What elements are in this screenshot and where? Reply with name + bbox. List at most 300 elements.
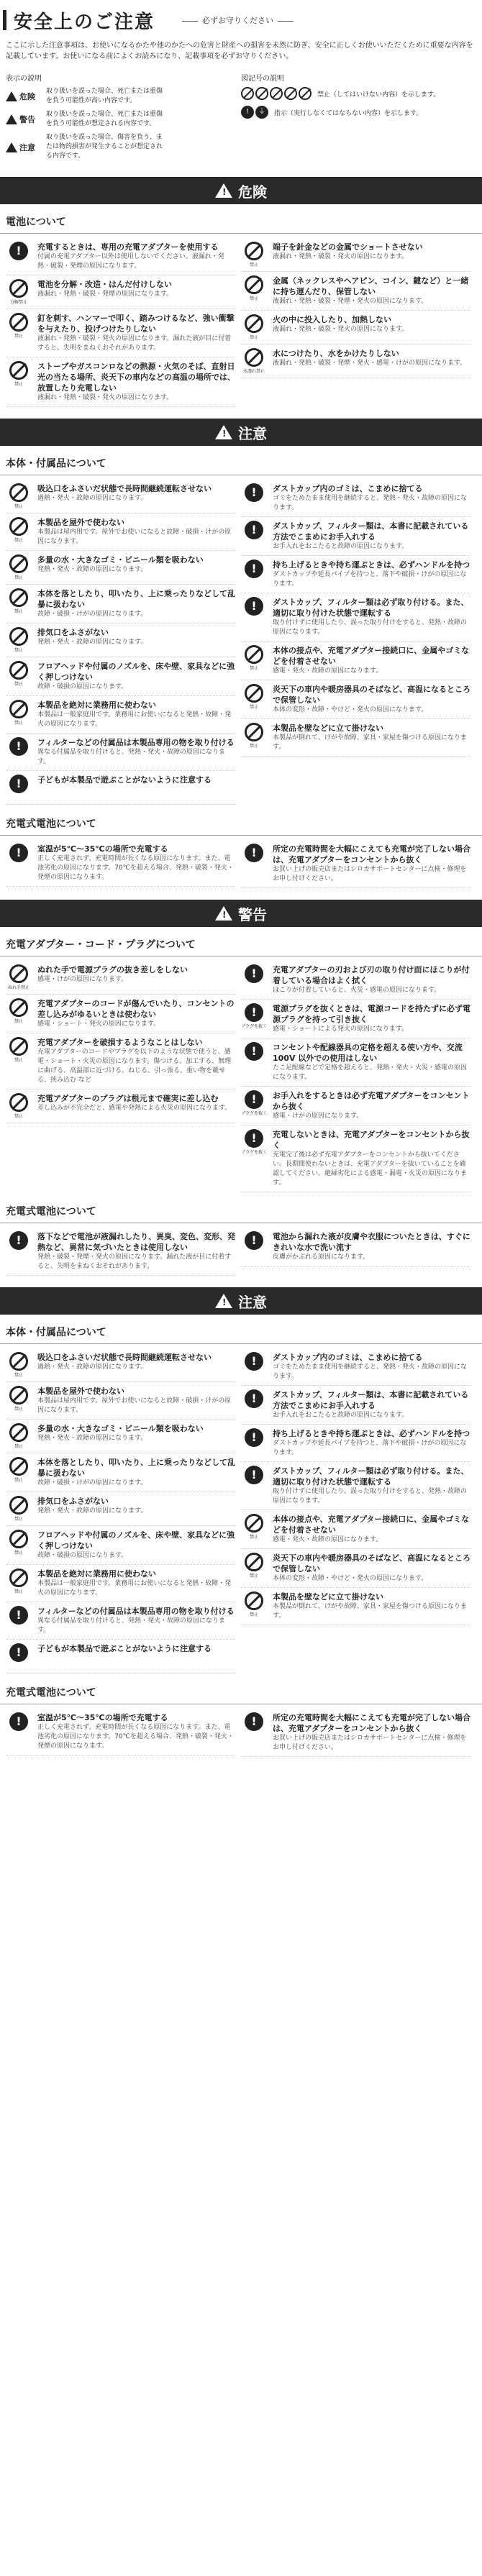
item-body: 感電・発火・故障の原因になります。	[273, 1536, 383, 1543]
mandatory-icon	[6, 1643, 32, 1669]
page-header	[0, 0, 482, 40]
item-text	[37, 1423, 204, 1449]
caution-item	[6, 1453, 235, 1492]
mandatory-symbol: !	[9, 1712, 28, 1731]
item-title: 充電アダプターのコードが傷んでいたり、コンセントの差し込みがゆるいときは使わない	[37, 999, 235, 1019]
legend-tag	[6, 91, 46, 102]
prohibit-symbol	[9, 661, 28, 680]
mandatory-symbol: !	[245, 964, 263, 983]
item-title: 本製品を壁などに立て掛けない	[273, 1592, 383, 1602]
item-body: ほこりが付着していると、火災・感電の原因になります。	[273, 987, 441, 994]
caution-item	[6, 238, 235, 275]
caution-item	[6, 513, 235, 551]
item-body: 本体の変形・故障・やけど・発火の原因になります。	[273, 1575, 428, 1582]
mandatory-icon	[241, 1352, 267, 1378]
prohibit-icon	[241, 645, 267, 671]
spacer	[0, 1192, 482, 1200]
spacer	[0, 407, 482, 414]
prohibit-symbol	[245, 314, 263, 333]
item-title: 子どもが本製品で遊ぶことがないように注意する	[37, 775, 212, 785]
item-text	[273, 597, 470, 637]
legend-tag-label: 注意	[19, 142, 35, 152]
item-column	[241, 961, 476, 1192]
item-text	[37, 1352, 212, 1378]
mandatory-icon	[241, 1712, 267, 1738]
item-body: 液漏れ・発熱・破裂・発火の原因になります。	[273, 326, 409, 333]
mandatory-icons	[241, 106, 270, 119]
symbol-mandatory-desc: 指示（実行しなくてはならない内容）を示します。	[274, 109, 423, 117]
icon-label: 禁止	[249, 335, 258, 340]
item-body: 感電・発火・故障の原因になります。	[273, 667, 383, 675]
caution-item	[241, 344, 470, 378]
item-body: 正しく充電されず、充電時間が長くなる原因になります。また、電池劣化の原因になります。70℃を超える場合、発熱・破裂・発火・発煙の原因になります。	[37, 855, 234, 881]
item-text	[273, 684, 470, 715]
mandatory-icon	[241, 844, 267, 869]
prohibit-symbol	[9, 964, 28, 983]
item-title: 充電アダプターを破損するようなことはしない	[37, 1038, 203, 1047]
caution-item	[241, 1000, 470, 1038]
caution-item	[6, 1090, 235, 1123]
caution-item	[6, 734, 235, 771]
caution-item	[6, 1492, 235, 1526]
item-text	[37, 1093, 231, 1119]
item-title: 炎天下の車内や暖房器具のそばなど、高温になるところで保管しない	[273, 1553, 470, 1574]
item-title: 釘を刺す、ハンマーで叩く、踏みつけるなど、強い衝撃を与えたり、投げつけたりしない	[37, 314, 235, 334]
item-body: ダストカップや延長パイプを持つと、落下や破損・けがの原因になります。	[273, 571, 467, 588]
prohibit-symbol	[9, 1496, 28, 1515]
item-title: ダストカップ、フィルター類は、本書に記載されている方法でこまめにお手入れする	[273, 521, 469, 542]
prohibit-symbol	[9, 1093, 28, 1112]
icon-label: ぬれ手禁止	[7, 985, 29, 990]
item-text	[273, 1042, 470, 1082]
plug-icon: ⏚	[255, 106, 268, 119]
icon-label: 禁止	[249, 1612, 258, 1617]
prohibit-icon	[6, 1530, 32, 1556]
icon-label: 禁止	[14, 682, 23, 687]
item-text	[273, 242, 423, 268]
icon-label: 禁止	[14, 1407, 23, 1412]
mandatory-symbol: !	[245, 483, 263, 502]
mandatory-symbol: !	[245, 1466, 263, 1484]
item-title: 吸込口をふさいだ状態で長時間継続運転させない	[37, 1353, 212, 1362]
prohibit-symbol	[9, 627, 28, 646]
caution-item	[241, 593, 470, 641]
mandatory-icon	[6, 242, 32, 268]
caution-item	[6, 1382, 235, 1420]
item-text	[37, 1386, 235, 1415]
caution-item	[241, 680, 470, 719]
item-text	[37, 1457, 235, 1488]
mandatory-icon	[241, 1003, 267, 1029]
prohibit-icon	[241, 87, 254, 100]
item-body: 発熱・破裂・発煙・発火の原因になります。漏れた液が目に付着すると、失明をまねくおそれがあります。	[37, 1253, 232, 1270]
mandatory-icon	[241, 521, 267, 547]
caution-item	[6, 1526, 235, 1565]
item-body: ゴミをためたまま使用を継続すると、発熱・発火・故障の原因になります。	[273, 1364, 468, 1380]
warning-triangle-icon: !	[215, 183, 232, 198]
item-grid	[0, 480, 482, 805]
item-title: 持ち上げるときや持ち運ぶときは、必ずハンドルを持つ	[273, 560, 470, 570]
item-title: 本体を落としたり、叩いたり、上に乗ったりなどして乱暴に扱わない	[37, 1458, 235, 1478]
group-title: 充電式電池について	[0, 1200, 482, 1223]
item-body: 異なる付属品を取り付けると、発熱・発火・故障の原因になります。	[37, 1617, 226, 1634]
item-title: ダストカップ内のゴミは、こまめに捨てる	[273, 484, 423, 493]
mandatory-symbol: !	[245, 1003, 263, 1022]
item-title: 所定の充電時間を大幅にこえても充電が完了しない場合は、充電アダプターをコンセントから抜く	[273, 1713, 470, 1733]
icon-label: 禁止	[14, 1550, 23, 1556]
banner-label: 危険	[238, 183, 267, 201]
item-title: 所定の充電時間を大幅にこえても充電が完了しない場合は、充電アダプターをコンセントから抜く	[273, 844, 470, 864]
item-title: 火の中に投入したり、加熱しない	[273, 315, 391, 324]
item-text	[37, 661, 235, 692]
item-text	[37, 1606, 235, 1635]
section-banner	[0, 177, 482, 204]
prohibit-symbol	[9, 517, 28, 536]
item-text	[273, 1352, 470, 1381]
mandatory-symbol: !	[245, 1042, 263, 1061]
item-text	[37, 517, 235, 547]
item-title: フロアヘッドや付属のノズルを、床や壁、家具などに強く押しつけない	[37, 662, 235, 682]
group-title: 充電式電池について	[0, 1681, 482, 1704]
item-column	[241, 1709, 476, 1757]
prohibit-symbol	[245, 645, 263, 664]
mandatory-icon	[241, 483, 267, 509]
item-title: 炎天下の車内や暖房器具のそばなど、高温になるところで保管しない	[273, 685, 470, 705]
sections	[0, 177, 482, 1764]
item-text	[37, 242, 235, 271]
prohibit-symbol	[245, 242, 263, 260]
mandatory-icon	[241, 1466, 267, 1492]
item-text	[273, 1466, 470, 1506]
item-body: 付属の充電アダプター以外は使用しないでください。液漏れ・発熱・破裂・発煙の原因になります。	[37, 253, 224, 270]
prohibit-icon	[6, 588, 32, 614]
item-title: 吸込口をふさいだ状態で長時間継続運転させない	[37, 484, 212, 493]
item-body: お手入れをおこたると故障の原因になります。	[273, 1412, 409, 1419]
mandatory-symbol: !	[245, 1129, 263, 1148]
caution-item	[241, 556, 470, 593]
item-body: 発熱・発火・故障の原因になります。	[37, 1435, 147, 1442]
item-body: 差し込みが不完全だと、感電や発熱による火災の原因になります。	[37, 1105, 232, 1112]
mandatory-symbol: !	[9, 1231, 28, 1250]
item-title: 本体を落としたり、叩いたり、上に乗ったりなどして乱暴に扱わない	[37, 589, 235, 609]
item-column	[241, 1228, 476, 1276]
mandatory-symbol: !	[245, 1389, 263, 1408]
caution-item	[241, 961, 470, 1000]
spacer	[0, 1673, 482, 1681]
prohibit-symbol	[245, 1514, 263, 1533]
icon-label: 禁止	[14, 1019, 23, 1024]
item-body: 本製品は屋内用です。屋外でお使いになると故障・破損・けがの原因になります。	[37, 529, 232, 545]
prohibit-icon	[241, 1514, 267, 1540]
item-text	[37, 1712, 235, 1751]
mandatory-icon	[241, 1090, 267, 1116]
item-title: 水につけたり、水をかけたりしない	[273, 349, 399, 358]
item-column	[241, 238, 476, 407]
item-text	[273, 645, 470, 676]
mandatory-icon	[6, 737, 32, 763]
prohibit-icon	[255, 87, 268, 100]
item-text	[37, 554, 204, 580]
item-title: 充電するときは、専用の充電アダプターを使用する	[37, 242, 219, 252]
icon-label: 禁止	[14, 504, 23, 509]
prohibit-icon	[241, 348, 267, 374]
intro-text: ここに示した注意事項は、お使いになるかたや他のかたへの危害と財産への損害を未然に防ぎ、安全に正しくお使いいただくために重要な内容を記載しています。お使いになる前によくお読みになり、記載事項を必ずお守りください。	[6, 42, 473, 60]
item-title: 室温が5℃〜35℃の場所で充電する	[37, 1713, 168, 1722]
item-text	[273, 1553, 470, 1584]
item-column	[6, 1348, 241, 1673]
item-text	[37, 588, 235, 619]
caution-item	[241, 517, 470, 556]
caution-item	[241, 1549, 470, 1588]
prohibit-icon	[6, 361, 32, 387]
prohibit-icon	[6, 313, 32, 339]
icon-label: 禁止	[249, 744, 258, 749]
item-title: 本製品を壁などに立て掛けない	[273, 723, 383, 733]
item-body: 液漏れ・発熱・破裂・発煙・発火・感電・けがの原因になります。	[273, 360, 467, 367]
legend-tag-label: 危険	[19, 92, 35, 101]
item-title: ダストカップ、フィルター類は必ず取り付ける。また、適切に取り付けた状態で運転する	[273, 1466, 469, 1486]
item-title: 端子を針金などの金属でショートさせない	[273, 242, 423, 252]
item-body: 取り付けずに使用したり、誤った取り付けをすると、発熱・故障の原因になります。	[273, 619, 468, 636]
item-grid	[0, 1228, 482, 1276]
prohibit-icon	[241, 1591, 267, 1617]
mandatory-icon	[6, 844, 32, 869]
item-body: 感電・ショートによる発火の原因になります。	[273, 1026, 409, 1033]
item-column	[6, 961, 241, 1192]
prohibit-icon	[299, 87, 312, 100]
item-body: 本製品が倒れて、けがや故障、家具・家屋を傷つける原因になります。	[273, 734, 467, 751]
warning-triangle-icon	[6, 91, 17, 101]
item-grid	[0, 1348, 482, 1673]
item-text	[37, 844, 235, 882]
item-body: 取り付けずに使用したり、誤った取り付けをすると、発熱・故障の原因になります。	[273, 1488, 468, 1504]
prohibit-icon	[6, 700, 32, 726]
icon-label: プラグを抜く	[241, 1150, 268, 1155]
warning-triangle-icon: !	[215, 425, 232, 439]
item-title: フィルターなどの付属品は本製品専用の物を取り付ける	[37, 738, 235, 747]
legend-tag	[6, 114, 46, 125]
item-title: お手入れをするときは必ず充電アダプターをコンセントから抜く	[273, 1091, 470, 1111]
prohibit-symbol	[245, 723, 263, 741]
icon-label: 禁止	[14, 1373, 23, 1378]
mandatory-symbol: !	[245, 1712, 263, 1731]
prohibit-icon	[284, 87, 297, 100]
item-title: 排気口をふさがない	[37, 1497, 109, 1506]
prohibit-icon	[6, 998, 32, 1024]
prohibit-icon	[241, 684, 267, 710]
item-title: 落下などで電池が液漏れしたり、異臭、変色、変形、発熱など、異常に気づいたときは使用しない	[37, 1232, 235, 1252]
caution-item	[6, 624, 235, 657]
icon-label: 禁止	[249, 666, 258, 671]
item-body: ダストカップや延長パイプを持つと、落下や破損・けがの原因になります。	[273, 1440, 467, 1456]
mandatory-icon	[241, 964, 267, 990]
item-text	[273, 314, 408, 340]
spacer	[0, 1276, 482, 1283]
item-title: 充電しないときは、充電アダプターをコンセントから抜く	[273, 1130, 470, 1150]
mandatory-icon	[241, 1042, 267, 1068]
mandatory-icon: !	[241, 106, 254, 119]
caution-item	[241, 272, 470, 311]
item-body: お買い上げの販売店またはシロカサポートセンターに点検・修理をお申し付けください。	[273, 1735, 467, 1751]
section-banner	[0, 419, 482, 446]
item-text	[37, 1530, 235, 1561]
prohibit-icons	[241, 87, 313, 100]
mandatory-symbol: !	[245, 1090, 263, 1109]
icon-label: 禁止	[14, 721, 23, 726]
prohibit-symbol	[9, 1352, 28, 1371]
prohibit-symbol	[9, 279, 28, 298]
item-title: フロアヘッドや付属のノズルを、床や壁、家具などに強く押しつけない	[37, 1530, 235, 1550]
item-body: 液漏れ・発熱・破裂・発煙の原因になります。	[37, 291, 173, 298]
mandatory-icon	[6, 1712, 32, 1738]
mandatory-icon	[241, 597, 267, 623]
item-column	[6, 480, 241, 805]
item-text	[37, 1496, 147, 1522]
page-title: 安全上のご注意	[14, 11, 155, 33]
mandatory-symbol: !	[9, 1606, 28, 1625]
prohibit-icon	[6, 1093, 32, 1119]
item-text	[273, 559, 470, 589]
caution-item	[6, 657, 235, 696]
caution-item	[6, 1565, 235, 1602]
legend-desc: 取り扱いを誤った場合、死亡または重傷を負う可能性が高い内容です。	[46, 88, 163, 104]
banner-label: 注意	[238, 424, 267, 442]
caution-item	[6, 275, 235, 309]
legend-tag	[6, 142, 46, 153]
item-title: ダストカップ内のゴミは、こまめに捨てる	[273, 1353, 423, 1362]
legend-left-title: 表示の説明	[6, 75, 42, 83]
item-body: 正しく充電されず、充電時間が長くなる原因になります。また、電池劣化の原因になります。70℃を超える場合、発熱・破裂・発火・発煙の原因になります。	[37, 1724, 234, 1750]
item-grid	[0, 238, 482, 407]
item-body: 液漏れ・発熱・破裂・発火の原因になります。	[273, 253, 409, 260]
icon-label: 禁止	[14, 538, 23, 543]
prohibit-symbol	[9, 1568, 28, 1587]
prohibit-symbol	[9, 483, 28, 502]
item-text	[37, 279, 173, 305]
caution-item	[241, 1228, 470, 1266]
symbol-mandatory-row	[241, 106, 476, 119]
caution-item	[241, 641, 470, 680]
icon-label: 禁止	[249, 296, 258, 301]
warning-triangle-icon: !	[215, 1294, 232, 1308]
spacer	[0, 805, 482, 812]
item-text	[37, 1643, 212, 1669]
item-text	[273, 1591, 470, 1621]
icon-label: 禁止	[249, 1535, 258, 1540]
prohibit-symbol	[9, 1386, 28, 1405]
caution-item	[6, 771, 235, 805]
symbol-prohibit-row	[241, 87, 476, 100]
item-text	[273, 964, 470, 995]
prohibit-symbol	[245, 348, 263, 367]
item-body: 本製品は屋内用です。屋外でお使いになると故障・破損・けがの原因になります。	[37, 1397, 232, 1414]
prohibit-symbol	[245, 1591, 263, 1610]
item-text	[273, 1389, 470, 1420]
item-column	[6, 1228, 241, 1276]
prohibit-icon	[6, 627, 32, 653]
item-title: 本体の接点や、充電アダプター接続口に、金属やゴミなどを付着させない	[273, 1515, 470, 1535]
caution-item	[241, 238, 470, 272]
mandatory-icon	[241, 1428, 267, 1454]
item-column	[241, 480, 476, 805]
item-title: 本製品を絶対に業務用に使わない	[37, 1569, 156, 1579]
banner-label: 警告	[238, 905, 267, 923]
item-title: 室温が5℃〜35℃の場所で充電する	[37, 844, 168, 854]
item-title: 多量の水・大きなゴミ・ビニール類を吸わない	[37, 1424, 204, 1433]
item-column	[241, 1348, 476, 1673]
item-text	[37, 627, 147, 653]
prohibit-icon	[241, 314, 267, 340]
item-text	[273, 348, 466, 374]
symbol-prohibit-desc: 禁止（してはいけない内容）を示します。	[317, 91, 440, 99]
caution-item	[241, 311, 470, 344]
item-body: 感電・ショート・発火の原因になります。	[37, 1020, 160, 1028]
section-banner	[0, 900, 482, 927]
item-title: 持ち上げるときや持ち運ぶときは、必ずハンドルを持つ	[273, 1429, 470, 1438]
item-text	[273, 521, 470, 552]
item-body: 本製品は一般家庭用です。業務用にお使いになると発熱・故障・発火の原因になります。	[37, 1580, 232, 1597]
item-text	[273, 1514, 470, 1545]
item-column	[6, 840, 241, 888]
item-body: 故障・破損の原因になります。	[37, 1552, 128, 1559]
item-body: 液漏れ・発熱・破裂・発火の原因になります。漏れた液が目に付着すると、失明をまねくおそれがあります。	[37, 335, 232, 352]
item-title: 電源プラグを抜くときは、電源コードを持たずに必ず電源プラグを持って引き抜く	[273, 1004, 470, 1024]
item-text	[37, 483, 212, 509]
prohibit-icon	[6, 1386, 32, 1412]
item-title: 電池を分解・改造・はんだ付けしない	[37, 280, 172, 289]
item-text	[37, 737, 235, 767]
prohibit-symbol	[9, 361, 28, 380]
icon-label: 禁止	[14, 1517, 23, 1522]
item-title: 充電アダプターの刃および刃の取り付け面にほこりが付着している場合はよく拭く	[273, 965, 470, 985]
caution-item	[6, 585, 235, 624]
item-body: 本製品が倒れて、けがや故障、家具・家屋を傷つける原因になります。	[273, 1603, 467, 1620]
legend-desc: 取り扱いを誤った場合、死亡または重傷を負う可能性が想定される内容です。	[46, 111, 163, 127]
item-text	[37, 1231, 235, 1271]
item-grid	[0, 961, 482, 1192]
must-note: 必ずお守りください	[182, 14, 294, 26]
mandatory-symbol: !	[9, 737, 28, 756]
item-body: 発熱・発火・故障の原因になります。	[37, 639, 147, 646]
item-body: 故障・破損の原因になります。	[37, 683, 128, 690]
item-body: お手入れをおこたると故障の原因になります。	[273, 543, 409, 550]
mandatory-icon	[241, 1389, 267, 1415]
prohibit-symbol	[9, 700, 28, 718]
item-column	[6, 238, 241, 407]
item-body: 感電・けがの原因になります。	[273, 1113, 363, 1120]
spacer	[0, 888, 482, 895]
mandatory-symbol: !	[245, 1428, 263, 1447]
prohibit-symbol	[9, 313, 28, 332]
prohibit-symbol	[245, 684, 263, 703]
caution-item	[241, 1510, 470, 1549]
item-title: 本体の接点や、充電アダプター接続口に、金属やゴミなどを付着させない	[273, 646, 470, 666]
caution-item	[6, 961, 235, 995]
caution-item	[241, 1462, 470, 1510]
icon-label: 禁止	[14, 1114, 23, 1119]
mandatory-icon	[241, 1231, 267, 1257]
mandatory-symbol: !	[9, 242, 28, 260]
item-text	[37, 1568, 235, 1598]
item-text	[273, 1003, 470, 1034]
icon-label: 禁止	[249, 262, 258, 268]
icon-label: 禁止	[14, 609, 23, 614]
legend-right	[241, 69, 476, 165]
warning-triangle-icon: !	[215, 906, 232, 921]
prohibit-icon	[6, 554, 32, 580]
icon-label: 禁止	[249, 705, 258, 710]
prohibit-icon	[241, 1553, 267, 1579]
